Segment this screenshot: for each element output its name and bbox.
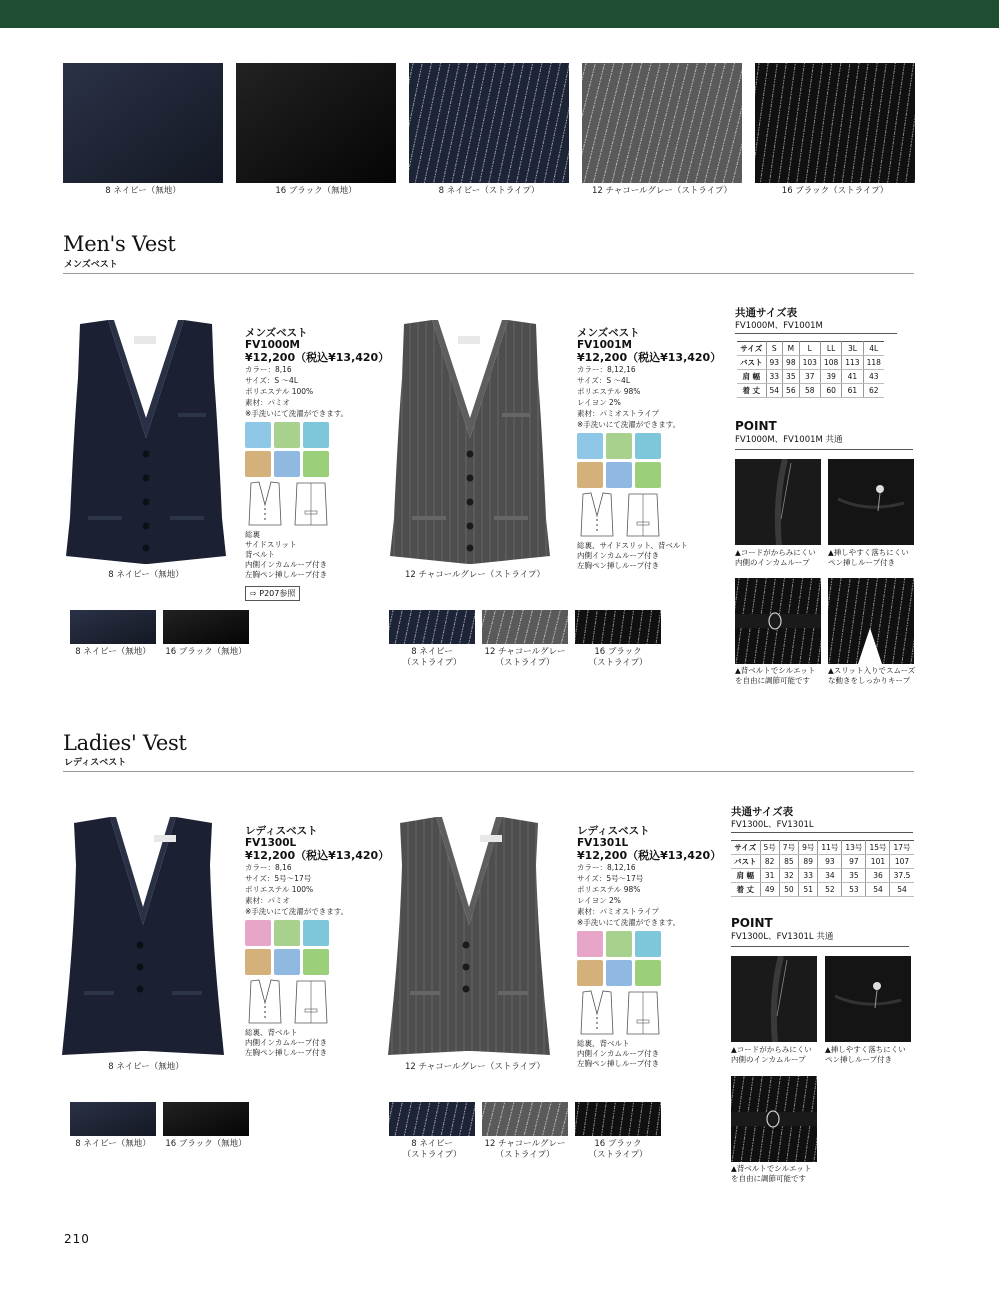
point-title: POINT bbox=[731, 916, 773, 930]
size-table-cell: 60 bbox=[820, 384, 841, 398]
swatch-label-line: 12 チャコールグレー bbox=[484, 1139, 566, 1149]
note: 左胸ペン挿しループ付き bbox=[245, 570, 328, 579]
size-table-cell: 58 bbox=[799, 384, 820, 398]
section-subtitle-ladies: レディスベスト bbox=[64, 758, 127, 768]
care-icons bbox=[577, 433, 722, 488]
care-icon bbox=[303, 451, 329, 477]
care-icon bbox=[303, 920, 329, 946]
point-photo-pen-loop bbox=[828, 459, 914, 545]
small-swatch-navy-stripe bbox=[389, 610, 475, 644]
size-table-cell: 97 bbox=[842, 855, 866, 869]
size-table-cell: 37.5 bbox=[890, 869, 914, 883]
point-caption-line: ▲スリット入りでスムーズ bbox=[828, 666, 916, 675]
spec-line: サイズ：5号～17号 bbox=[245, 874, 312, 883]
spec-line: レイヨン 2% bbox=[577, 896, 621, 905]
size-table-cell: 54 bbox=[766, 384, 783, 398]
section-subtitle-mens: メンズベスト bbox=[64, 260, 118, 270]
size-table-cell: 17号 bbox=[890, 841, 914, 855]
point-photo-back-belt bbox=[731, 1076, 817, 1162]
spec-line: ※手洗いにて洗濯ができます。 bbox=[245, 907, 349, 916]
spec-line: カラー：8,12,16 bbox=[577, 863, 636, 872]
size-table-cell: 61 bbox=[842, 384, 863, 398]
vest-back-line-icon bbox=[291, 979, 331, 1025]
spec-line: カラー：8,12,16 bbox=[577, 365, 636, 374]
small-swatch-black-solid bbox=[163, 610, 249, 644]
size-table-cell: 4L bbox=[863, 342, 884, 356]
size-table-cell: 82 bbox=[760, 855, 779, 869]
divider bbox=[735, 333, 897, 334]
small-swatch-charcoal-stripe bbox=[482, 1102, 568, 1136]
size-table-cell: 101 bbox=[866, 855, 890, 869]
swatch-label: 8 ネイビー（ストライプ） bbox=[438, 186, 540, 196]
flat-drawings bbox=[577, 990, 722, 1036]
size-table-row bbox=[731, 855, 914, 869]
product-name: メンズベスト bbox=[577, 327, 640, 339]
note: 総裏、背ベルト bbox=[245, 1028, 298, 1037]
point-caption-line: ▲挿しやすく落ちにくい bbox=[828, 548, 909, 557]
size-table-row bbox=[737, 384, 884, 398]
vest-caption: 8 ネイビー（無地） bbox=[108, 1062, 184, 1072]
swatch-label-line: 8 ネイビー bbox=[411, 647, 453, 657]
small-swatch-black-solid bbox=[163, 1102, 249, 1136]
size-table-cell: バスト bbox=[737, 356, 766, 370]
point-caption-line: ▲挿しやすく落ちにくい bbox=[825, 1045, 906, 1054]
swatch-label-line: （ストライプ） bbox=[588, 1150, 648, 1160]
care-icons bbox=[245, 422, 385, 477]
spec-line: 素材：パミオ bbox=[245, 398, 290, 407]
small-swatch-navy-solid bbox=[70, 610, 156, 644]
size-table-cell: 56 bbox=[783, 384, 800, 398]
swatch-label-line: 16 ブラック bbox=[594, 647, 642, 657]
size-table-cell: 肩 幅 bbox=[737, 370, 766, 384]
small-swatch-black-stripe bbox=[575, 1102, 661, 1136]
note: 内側インカムループ付き bbox=[245, 1038, 328, 1047]
point-caption bbox=[828, 666, 915, 686]
note: 総裏、サイドスリット、背ベルト bbox=[577, 541, 688, 550]
point-caption-line: を自由に調節可能です bbox=[731, 1174, 806, 1183]
size-table-cell: 108 bbox=[820, 356, 841, 370]
divider bbox=[731, 832, 913, 833]
care-icons bbox=[245, 920, 385, 975]
size-table-row bbox=[731, 841, 914, 855]
size-table-cell: 39 bbox=[820, 370, 841, 384]
size-table-cell: 9号 bbox=[799, 841, 818, 855]
size-table-cell: 54 bbox=[890, 883, 914, 897]
care-icon bbox=[635, 960, 661, 986]
care-icon bbox=[577, 462, 603, 488]
size-table-cell: L bbox=[799, 342, 820, 356]
size-table-cell: 33 bbox=[799, 869, 818, 883]
fabric-swatch-black-solid bbox=[236, 63, 396, 183]
vest-caption: 12 チャコールグレー（ストライプ） bbox=[405, 570, 545, 580]
spec-line: サイズ：S ～4L bbox=[245, 376, 298, 385]
point-caption-line: を自由に調節可能です bbox=[735, 676, 810, 685]
point-caption-line: な動きをしっかりキープ bbox=[828, 676, 911, 685]
divider bbox=[731, 946, 909, 947]
small-swatch-black-stripe bbox=[575, 610, 661, 644]
size-table-cell: 89 bbox=[799, 855, 818, 869]
size-table-cell: 50 bbox=[779, 883, 798, 897]
swatch-label: 16 ブラック（ストライプ） bbox=[781, 186, 889, 196]
size-table-cell: 3L bbox=[842, 342, 863, 356]
size-table-cell: 15号 bbox=[866, 841, 890, 855]
swatch-label-line: （ストライプ） bbox=[495, 1150, 555, 1160]
product-info-fv1000m bbox=[245, 327, 390, 601]
size-table-cell: 肩 幅 bbox=[731, 869, 760, 883]
product-price: ¥12,200（税込¥13,420） bbox=[245, 351, 390, 364]
size-table-title: 共通サイズ表 bbox=[731, 806, 794, 818]
size-table-subtitle: FV1000M、FV1001M bbox=[735, 321, 823, 331]
spec-line: ※手洗いにて洗濯ができます。 bbox=[577, 420, 681, 429]
size-table-cell: 36 bbox=[866, 869, 890, 883]
size-table-cell: 118 bbox=[863, 356, 884, 370]
point-photo-inner-loop bbox=[735, 459, 821, 545]
spec-line: サイズ：S ～4L bbox=[577, 376, 630, 385]
vest-back-line-icon bbox=[623, 990, 663, 1036]
vest-image-fv1301l bbox=[388, 815, 550, 1063]
care-icon bbox=[303, 949, 329, 975]
point-caption bbox=[731, 1164, 811, 1184]
care-icon bbox=[606, 433, 632, 459]
product-code: FV1301L bbox=[577, 837, 629, 849]
size-table-cell: 着 丈 bbox=[731, 883, 760, 897]
feature-notes bbox=[577, 541, 722, 571]
swatch-label-line: 12 チャコールグレー bbox=[484, 647, 566, 657]
size-table-cell: サイズ bbox=[731, 841, 760, 855]
point-caption-line: 内側のインカムループ bbox=[731, 1055, 806, 1064]
size-table-cell: 113 bbox=[842, 356, 863, 370]
size-table-cell: 35 bbox=[842, 869, 866, 883]
point-caption bbox=[735, 548, 816, 568]
care-icons bbox=[577, 931, 722, 986]
section-divider bbox=[63, 273, 914, 274]
size-table-cell: 51 bbox=[799, 883, 818, 897]
swatch-label: 8 ネイビー（無地） bbox=[105, 186, 181, 196]
point-caption-line: ▲背ベルトでシルエット bbox=[735, 666, 816, 675]
size-table-row bbox=[737, 342, 884, 356]
product-name: メンズベスト bbox=[245, 327, 308, 339]
note: 左胸ペン挿しループ付き bbox=[577, 1059, 660, 1068]
care-icon bbox=[606, 960, 632, 986]
swatch-label bbox=[472, 1139, 578, 1161]
fabric-swatch-black-stripe bbox=[755, 63, 915, 183]
spec-line: 素材：パミオストライプ bbox=[577, 907, 659, 916]
care-icon bbox=[635, 433, 661, 459]
point-photo-pen-loop bbox=[825, 956, 911, 1042]
product-code: FV1000M bbox=[245, 339, 300, 351]
swatch-label-line: （ストライプ） bbox=[495, 658, 555, 668]
point-title: POINT bbox=[735, 419, 777, 433]
point-caption-line: 内側のインカムループ bbox=[735, 558, 810, 567]
care-icon bbox=[274, 949, 300, 975]
fabric-swatch-navy-solid bbox=[63, 63, 223, 183]
note: 内側インカムループ付き bbox=[577, 551, 660, 560]
spec-line: ポリエステル 100% bbox=[245, 885, 314, 894]
care-icon bbox=[577, 931, 603, 957]
note: サイドスリット bbox=[245, 540, 297, 549]
size-table-mens bbox=[737, 341, 884, 398]
product-info-fv1300l bbox=[245, 825, 390, 1058]
point-photo-side-slit bbox=[828, 578, 914, 664]
point-caption-line: ペン挿しループ付き bbox=[828, 558, 896, 567]
swatch-label-line: （ストライプ） bbox=[402, 1150, 462, 1160]
product-info-fv1301l bbox=[577, 825, 722, 1069]
spec-line: 素材：パミオ bbox=[245, 896, 290, 905]
spec-line: レイヨン 2% bbox=[577, 398, 621, 407]
point-caption bbox=[825, 1045, 906, 1065]
swatch-label-line: （ストライプ） bbox=[588, 658, 648, 668]
spec-line: カラー：8,16 bbox=[245, 365, 292, 374]
swatch-label-line: 8 ネイビー bbox=[411, 1139, 453, 1149]
size-table-cell: 11号 bbox=[818, 841, 842, 855]
vest-image-fv1001m bbox=[390, 318, 550, 566]
swatch-label bbox=[385, 647, 479, 669]
size-table-row bbox=[731, 883, 914, 897]
care-icon bbox=[274, 920, 300, 946]
point-caption bbox=[828, 548, 909, 568]
size-table-cell: 49 bbox=[760, 883, 779, 897]
spec-line: ポリエステル 98% bbox=[577, 387, 641, 396]
vest-front-line-icon bbox=[577, 990, 617, 1036]
care-icon bbox=[606, 462, 632, 488]
care-icon bbox=[245, 920, 271, 946]
swatch-label-line: （ストライプ） bbox=[402, 658, 462, 668]
size-table-cell: バスト bbox=[731, 855, 760, 869]
spec-line: カラー：8,16 bbox=[245, 863, 292, 872]
vest-front-line-icon bbox=[245, 979, 285, 1025]
flat-drawings bbox=[245, 979, 385, 1025]
swatch-label bbox=[385, 1139, 479, 1161]
point-caption bbox=[731, 1045, 812, 1065]
vest-front-line-icon bbox=[245, 481, 285, 527]
care-icon bbox=[635, 462, 661, 488]
product-info-fv1001m bbox=[577, 327, 722, 571]
point-caption-line: ペン挿しループ付き bbox=[825, 1055, 893, 1064]
note: 左胸ペン挿しループ付き bbox=[245, 1048, 328, 1057]
top-green-bar bbox=[0, 0, 999, 28]
vest-back-line-icon bbox=[291, 481, 331, 527]
care-icon bbox=[245, 949, 271, 975]
feature-notes bbox=[245, 1028, 385, 1058]
size-table-row bbox=[731, 869, 914, 883]
size-table-cell: 34 bbox=[818, 869, 842, 883]
vest-image-fv1300l bbox=[62, 815, 224, 1063]
size-table-ladies bbox=[731, 840, 914, 897]
care-icon bbox=[606, 931, 632, 957]
size-table-cell: 54 bbox=[866, 883, 890, 897]
swatch-label: 16 ブラック（無地） bbox=[275, 186, 357, 196]
care-icon bbox=[577, 433, 603, 459]
size-table-cell: 62 bbox=[863, 384, 884, 398]
care-icon bbox=[303, 422, 329, 448]
product-code: FV1001M bbox=[577, 339, 632, 351]
flat-drawings bbox=[577, 492, 722, 538]
note: 総裏、背ベルト bbox=[577, 1039, 630, 1048]
page-number: 210 bbox=[64, 1232, 90, 1246]
spec-line: ポリエステル 100% bbox=[245, 387, 314, 396]
size-table-row bbox=[737, 370, 884, 384]
size-table-cell: 32 bbox=[779, 869, 798, 883]
point-subtitle: FV1300L、FV1301L 共通 bbox=[731, 932, 834, 942]
small-swatch-navy-stripe bbox=[389, 1102, 475, 1136]
care-icon bbox=[577, 960, 603, 986]
small-swatch-navy-solid bbox=[70, 1102, 156, 1136]
swatch-label bbox=[472, 647, 578, 669]
spec-line: サイズ：5号～17号 bbox=[577, 874, 644, 883]
fabric-swatch-navy-stripe bbox=[409, 63, 569, 183]
size-table-cell: 103 bbox=[799, 356, 820, 370]
size-table-title: 共通サイズ表 bbox=[735, 307, 798, 319]
swatch-label: 16 ブラック（無地） bbox=[165, 647, 247, 657]
size-table-row bbox=[737, 356, 884, 370]
product-name: レディスベスト bbox=[577, 825, 650, 837]
note: 背ベルト bbox=[245, 550, 275, 559]
size-table-cell: 41 bbox=[842, 370, 863, 384]
size-table-subtitle: FV1300L、FV1301L bbox=[731, 820, 814, 830]
vest-back-line-icon bbox=[623, 492, 663, 538]
size-table-cell: M bbox=[783, 342, 800, 356]
point-caption-line: ▲コードがからみにくい bbox=[731, 1045, 812, 1054]
size-table-cell: 93 bbox=[818, 855, 842, 869]
feature-notes bbox=[577, 1039, 722, 1069]
size-table-cell: 43 bbox=[863, 370, 884, 384]
note: 内側インカムループ付き bbox=[245, 560, 328, 569]
size-table-cell: 7号 bbox=[779, 841, 798, 855]
size-table-cell: 53 bbox=[842, 883, 866, 897]
size-table-cell: 33 bbox=[766, 370, 783, 384]
care-icon bbox=[274, 422, 300, 448]
vest-caption: 12 チャコールグレー（ストライプ） bbox=[405, 1062, 545, 1072]
size-table-cell: 107 bbox=[890, 855, 914, 869]
swatch-label: 12 チャコールグレー（ストライプ） bbox=[592, 186, 732, 196]
section-title-mens: Men's Vest bbox=[63, 232, 176, 256]
section-divider bbox=[63, 771, 914, 772]
size-table-cell: 5号 bbox=[760, 841, 779, 855]
point-caption-line: ▲コードがからみにくい bbox=[735, 548, 816, 557]
feature-notes bbox=[245, 530, 385, 580]
care-icon bbox=[274, 451, 300, 477]
size-table-cell: 85 bbox=[779, 855, 798, 869]
swatch-label: 8 ネイビー（無地） bbox=[75, 647, 151, 657]
swatch-label-line: 16 ブラック bbox=[594, 1139, 642, 1149]
spec-line: ポリエステル 98% bbox=[577, 885, 641, 894]
swatch-label: 8 ネイビー（無地） bbox=[75, 1139, 151, 1149]
swatch-label bbox=[571, 647, 665, 669]
page-reference-link[interactable]: ⇨ P207参照 bbox=[245, 586, 300, 601]
swatch-label bbox=[571, 1139, 665, 1161]
point-photo-back-belt bbox=[735, 578, 821, 664]
section-title-ladies: Ladies' Vest bbox=[63, 731, 187, 755]
vest-front-line-icon bbox=[577, 492, 617, 538]
point-photo-inner-loop bbox=[731, 956, 817, 1042]
product-price: ¥12,200（税込¥13,420） bbox=[577, 849, 722, 862]
note: 総裏 bbox=[245, 530, 260, 539]
note: 内側インカムループ付き bbox=[577, 1049, 660, 1058]
size-table-cell: 31 bbox=[760, 869, 779, 883]
vest-caption: 8 ネイビー（無地） bbox=[108, 570, 184, 580]
small-swatch-charcoal-stripe bbox=[482, 610, 568, 644]
point-caption bbox=[735, 666, 815, 686]
swatch-label: 16 ブラック（無地） bbox=[165, 1139, 247, 1149]
vest-image-fv1000m bbox=[66, 318, 226, 566]
note: 左胸ペン挿しループ付き bbox=[577, 561, 660, 570]
point-caption-line: ▲背ベルトでシルエット bbox=[731, 1164, 812, 1173]
size-table-cell: 98 bbox=[783, 356, 800, 370]
flat-drawings bbox=[245, 481, 385, 527]
care-icon bbox=[245, 451, 271, 477]
product-price: ¥12,200（税込¥13,420） bbox=[577, 351, 722, 364]
size-table-cell: 37 bbox=[799, 370, 820, 384]
spec-line: ※手洗いにて洗濯ができます。 bbox=[577, 918, 681, 927]
care-icon bbox=[245, 422, 271, 448]
size-table-cell: サイズ bbox=[737, 342, 766, 356]
spec-line: ※手洗いにて洗濯ができます。 bbox=[245, 409, 349, 418]
divider bbox=[735, 449, 913, 450]
size-table-cell: 13号 bbox=[842, 841, 866, 855]
size-table-cell: LL bbox=[820, 342, 841, 356]
care-icon bbox=[635, 931, 661, 957]
product-price: ¥12,200（税込¥13,420） bbox=[245, 849, 390, 862]
fabric-swatch-charcoal-stripe bbox=[582, 63, 742, 183]
size-table-cell: S bbox=[766, 342, 783, 356]
size-table-cell: 93 bbox=[766, 356, 783, 370]
product-name: レディスベスト bbox=[245, 825, 318, 837]
product-code: FV1300L bbox=[245, 837, 297, 849]
point-subtitle: FV1000M、FV1001M 共通 bbox=[735, 435, 843, 445]
size-table-cell: 着 丈 bbox=[737, 384, 766, 398]
spec-line: 素材：パミオストライプ bbox=[577, 409, 659, 418]
size-table-cell: 35 bbox=[783, 370, 800, 384]
size-table-cell: 52 bbox=[818, 883, 842, 897]
